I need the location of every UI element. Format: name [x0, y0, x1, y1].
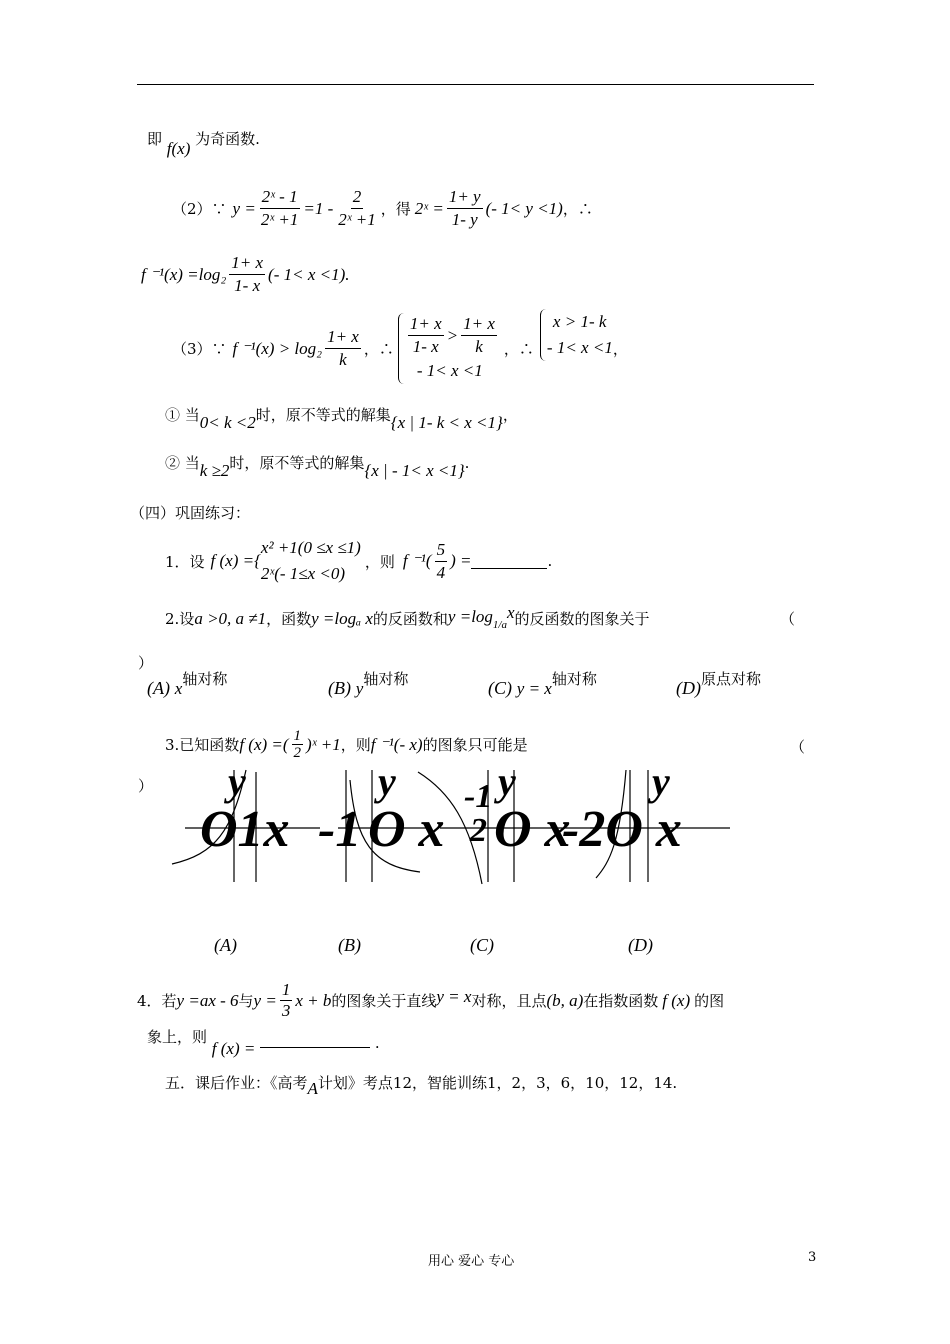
- graph-a-y-label: y: [228, 759, 246, 804]
- graph-d-y-label: y: [652, 759, 670, 804]
- graph-d-labels: -2O x: [562, 801, 682, 858]
- part2-de: ，得: [380, 200, 411, 218]
- part3-label: （3）∵: [172, 340, 227, 358]
- answer-blank-4[interactable]: [260, 1047, 370, 1048]
- q3-paren-open: （: [790, 738, 806, 756]
- graph-b-y-label: y: [378, 759, 396, 804]
- part3-line: [172, 313, 628, 384]
- frac-2-over: $\frac{2}{\text{2ˣ +1}}$: [338, 187, 376, 229]
- part2-therefore: ，∴: [562, 200, 593, 218]
- graph-c-label-2: 2: [470, 812, 487, 849]
- footer-center: 用心 爱心 专心: [428, 1254, 515, 1269]
- inverse-range: (- 1< x <1).: [268, 264, 350, 284]
- header-rule: [137, 84, 814, 85]
- part2-2x: 2ˣ =: [414, 198, 444, 218]
- part3-therefore-2: ，∴: [503, 340, 534, 358]
- part3-frac: $\frac{1+ x}{k}$: [327, 327, 359, 369]
- homework-line: 五．课后作业：《高考A计划》考点12，智能训练1，2，3，6，10，12，14.: [165, 1074, 678, 1098]
- graph-option-b[interactable]: (B): [338, 935, 361, 955]
- question-4-line-2: 象上，则 f (x) = .: [147, 1028, 380, 1058]
- q2-option-d[interactable]: (D)原点对称: [676, 670, 762, 698]
- page-number: 3: [808, 1250, 817, 1265]
- system-1: $\frac{1+ x}{1- x}$ > $\frac{1+ x}{k}$ - 1< x <1: [398, 313, 500, 384]
- graph-b-labels: O x: [368, 801, 445, 858]
- system-2: x > 1- k - 1< x <1: [540, 309, 613, 361]
- frac-2x-minus-1: $\frac{\text{2ˣ - 1}}{\text{2ˣ +1}}$: [260, 187, 299, 229]
- q3-paren-close: ）: [138, 777, 154, 795]
- q2-paren-close: ）: [138, 654, 154, 672]
- inverse-line: [141, 252, 350, 297]
- part2-mid: =1 -: [303, 198, 334, 218]
- inverse-lhs: f ⁻¹(x) =log₂: [141, 264, 227, 284]
- graph-option-d[interactable]: (D): [628, 935, 653, 955]
- question-4: 4．若 y =ax - 6 与 y = $\frac{1}{3}$ x + b 的图象关于直线 y = x 对称，且点 (b, a) 在指数函数 f (x) 的图: [137, 980, 725, 1020]
- part2-label: （2）∵: [172, 200, 227, 218]
- piecewise: x² +1(0 ≤x ≤1) 2ˣ(- 1≤x <0): [260, 538, 361, 583]
- q2-option-b[interactable]: (B) y轴对称: [328, 670, 409, 698]
- section-title: （四）巩固练习：: [130, 504, 251, 522]
- case-2: ② 当k ≥2时，原不等式的解集{x | - 1< x <1}.: [165, 454, 470, 480]
- question-1: 1．设 f (x) ={ x² +1(0 ≤x ≤1) 2ˣ(- 1≤x <0) ，则 f ⁻¹( $\frac{5}{4}$ ) = .: [165, 535, 552, 587]
- graph-b-label-minus1: -1: [318, 801, 362, 858]
- part3-lhs: f ⁻¹(x) > log₂: [232, 338, 323, 358]
- answer-blank-1[interactable]: [471, 554, 547, 569]
- intro-fx: f(x): [166, 139, 191, 158]
- graph-option-a[interactable]: (A): [214, 935, 237, 955]
- q2-paren-open: （: [780, 610, 796, 628]
- part2-line: [172, 186, 593, 231]
- intro-lead: 即: [147, 130, 163, 148]
- graph-a-labels: O1x: [200, 801, 290, 858]
- intro-line: [147, 128, 260, 158]
- part2-range: (- 1< y <1): [485, 198, 563, 218]
- q2-option-c[interactable]: (C) y = x轴对称: [488, 670, 597, 698]
- part3-therefore-1: ，∴: [363, 340, 394, 358]
- intro-tail: 为奇函数.: [195, 130, 260, 148]
- part2-y: y =: [232, 198, 256, 218]
- question-2: 2.设a >0, a ≠1，函数y =logₐ x的反函数和$y =\log_{1/a}x$的反函数的图象关于: [165, 603, 650, 631]
- question-3: 3.已知函数 f (x) =( $\frac{1}{2}$ )ˣ +1 ，则 f ⁻¹(- x) 的图象只可能是: [165, 728, 528, 761]
- graph-c-y-label: y: [498, 759, 516, 804]
- part3-end: ，: [612, 340, 628, 358]
- inverse-frac: $\frac{1+ x}{1- x}$: [231, 253, 264, 295]
- case-1: ① 当0< k <2时，原不等式的解集{x | 1- k < x <1}，: [165, 406, 518, 432]
- q2-option-a[interactable]: (A) x轴对称: [147, 670, 228, 698]
- graph-c-labels: O x: [494, 801, 571, 858]
- graph-c-label-minus1: -1: [464, 778, 493, 815]
- frac-1py-over-1my: $\frac{1+ y}{1- y}$: [448, 187, 481, 229]
- graph-option-c[interactable]: (C): [470, 935, 494, 955]
